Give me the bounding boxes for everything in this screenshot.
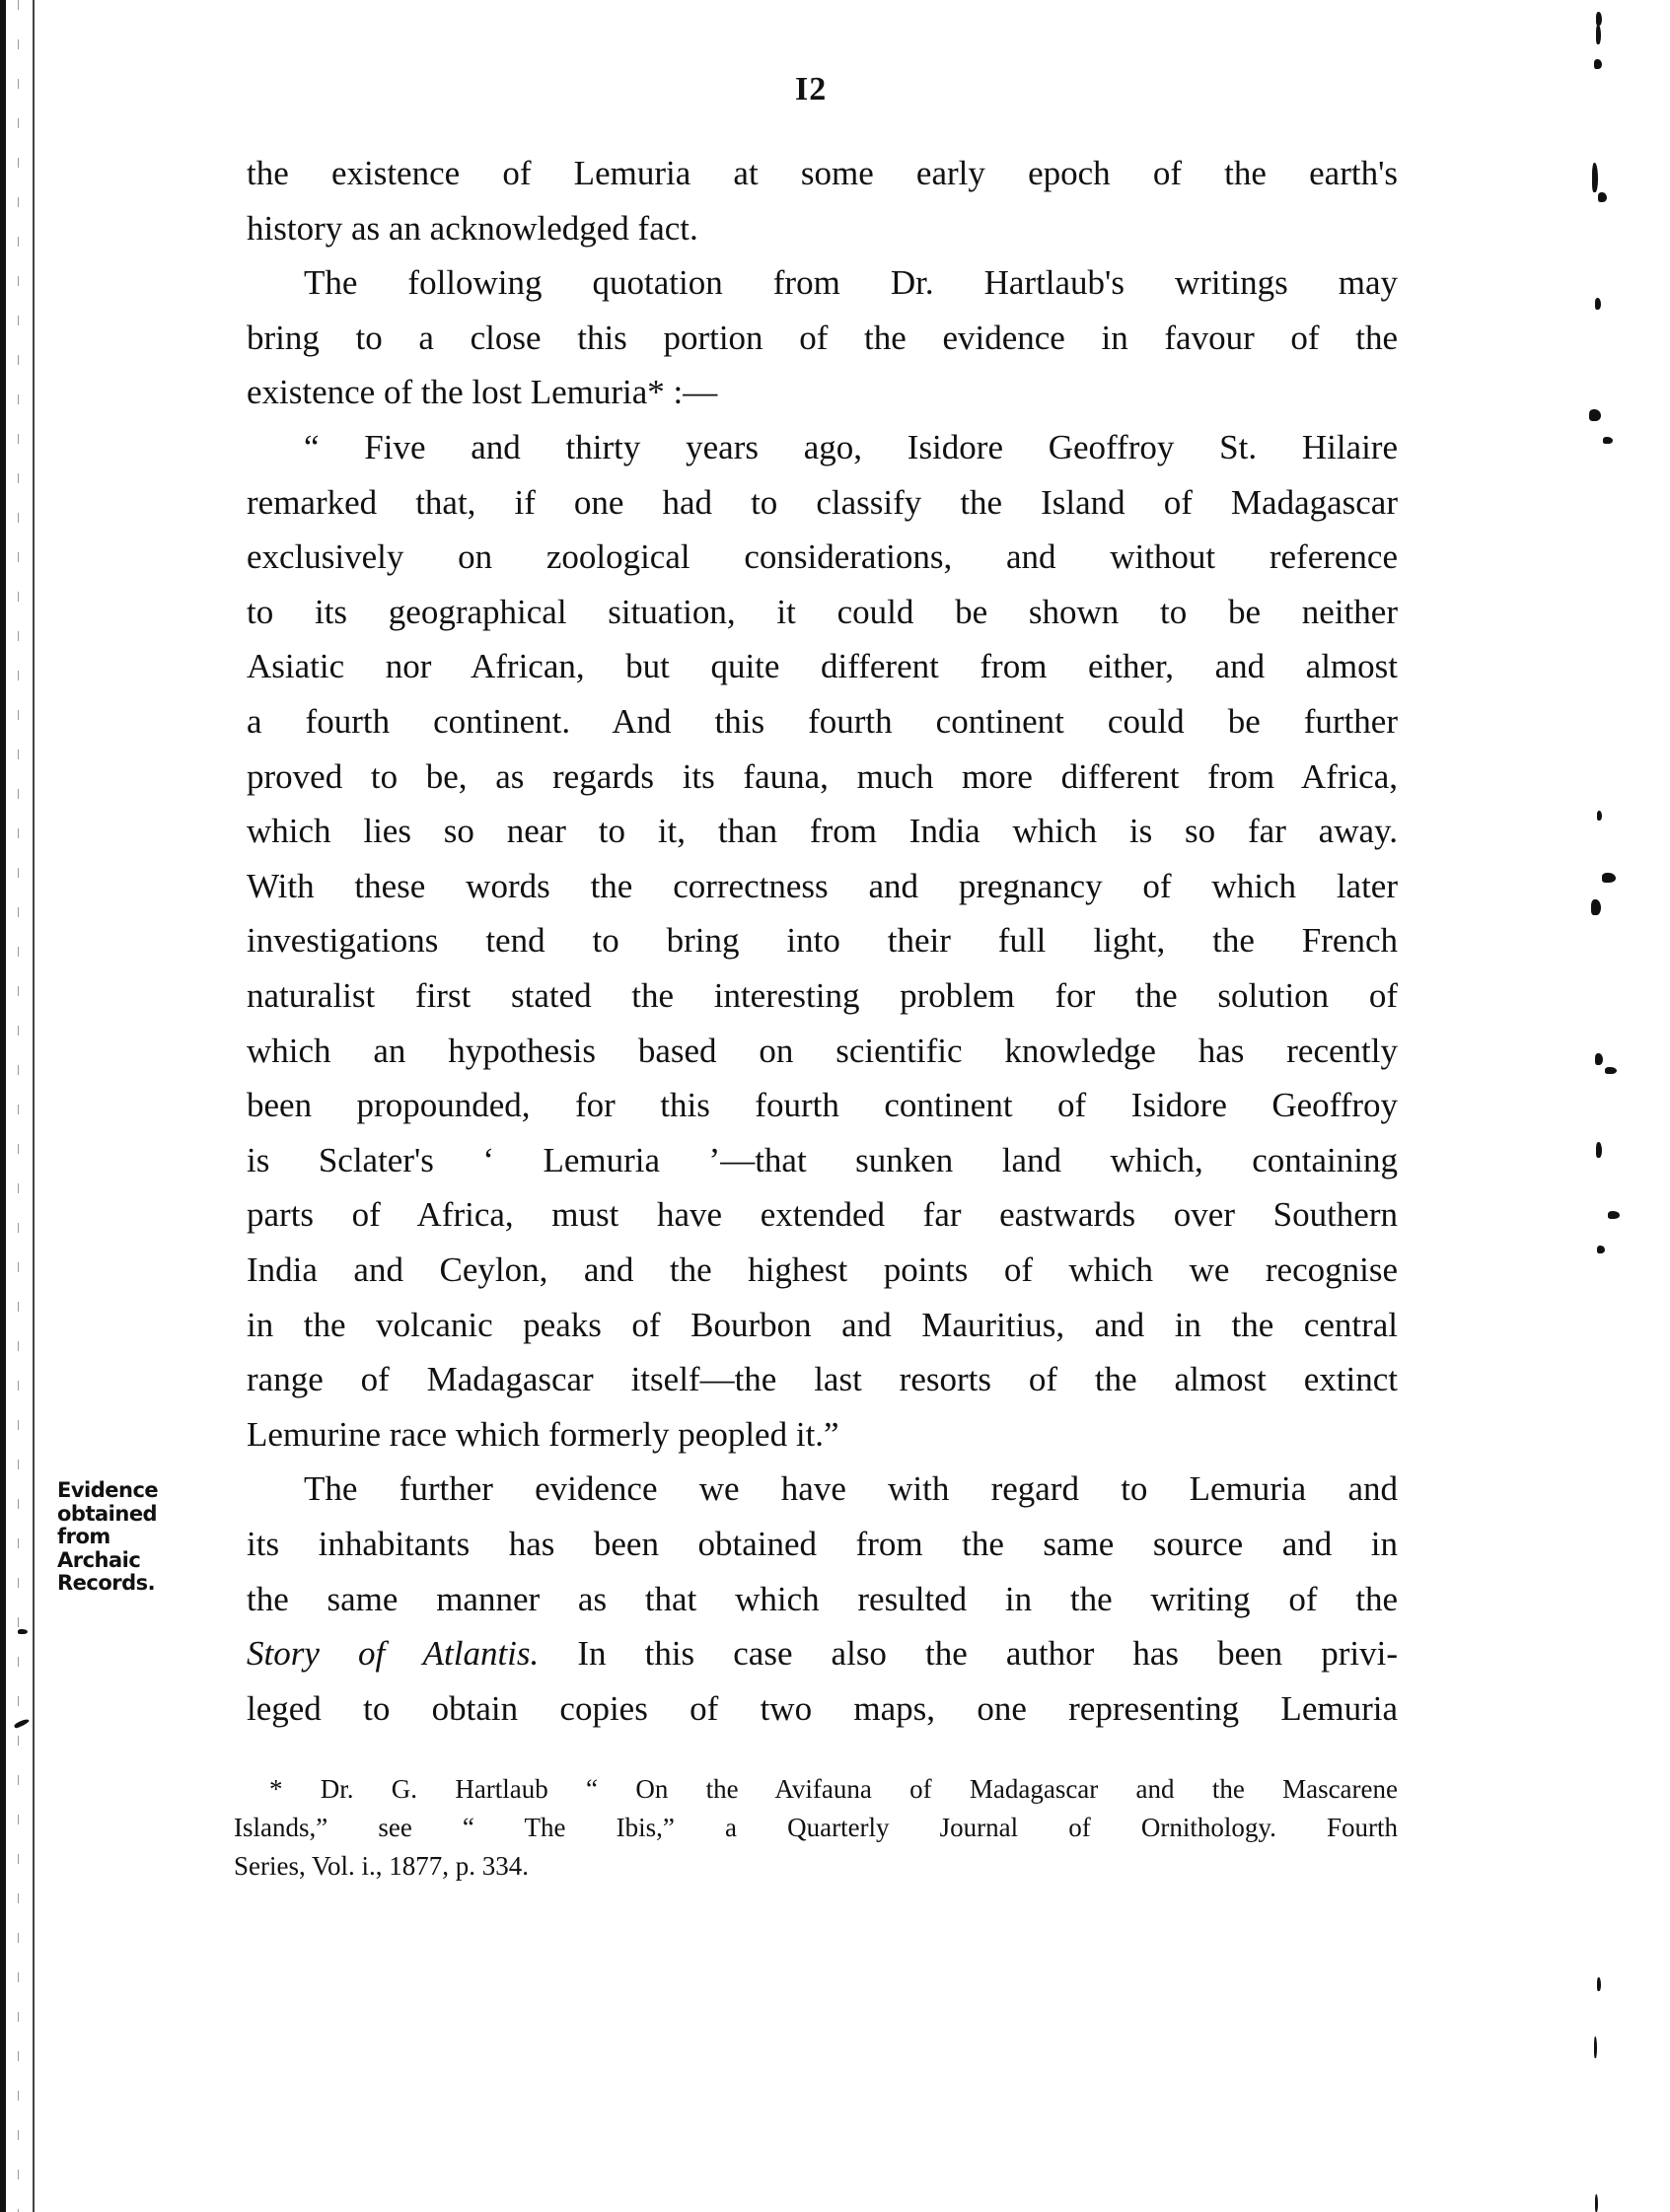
scan-speck xyxy=(1605,1067,1617,1074)
scan-speck xyxy=(1595,1053,1603,1065)
scan-speck xyxy=(1592,163,1598,192)
scan-speck xyxy=(1591,899,1601,915)
scan-binding-line xyxy=(33,0,35,2212)
body-line: is Sclater's ‘ Lemuria ’—that sunken land which, containing xyxy=(247,1140,1398,1179)
body-line: India and Ceylon, and the highest points of which we recognise xyxy=(247,1250,1398,1289)
scan-speck xyxy=(1596,1142,1602,1158)
body-line: to its geographical situation, it could be shown to be neither xyxy=(247,592,1398,631)
scan-speck xyxy=(1594,59,1602,69)
side-note-line: Records. xyxy=(57,1571,156,1595)
scan-speck xyxy=(1602,873,1616,883)
footnote-line: Islands,” see “ The Ibis,” a Quarterly Journal of Ornithology. Fourth xyxy=(234,1813,1398,1842)
body-line: the same manner as that which resulted in the writing of the xyxy=(247,1579,1398,1618)
body-line: remarked that, if one had to classify the Island of Madagascar xyxy=(247,482,1398,522)
body-line: proved to be, as regards its fauna, much more different from Africa, xyxy=(247,756,1398,796)
scan-speck xyxy=(1608,1211,1620,1219)
scan-speck xyxy=(1596,25,1601,44)
body-line: in the volcanic peaks of Bourbon and Mauritius, and in the central xyxy=(247,1305,1398,1344)
body-line-text: In this case also the author has been privi- xyxy=(539,1634,1398,1674)
scan-speck xyxy=(1589,409,1601,421)
scan-speck xyxy=(1597,1246,1605,1253)
body-line: history as an acknowledged fact. xyxy=(247,208,698,248)
body-line: existence of the lost Lemuria* :— xyxy=(247,373,718,412)
scan-speck xyxy=(1603,437,1613,444)
footnote-line: * Dr. G. Hartlaub “ On the Avifauna of Madagascar and the Mascarene xyxy=(269,1774,1398,1804)
scan-speck xyxy=(1594,2036,1597,2058)
body-line: Asiatic nor African, but quite different from either, and almost xyxy=(247,647,1398,686)
body-line: The further evidence we have with regard to Lemuria and xyxy=(304,1469,1398,1509)
body-line: range of Madagascar itself—the last resorts of the almost extinct xyxy=(247,1360,1398,1399)
body-line: a fourth continent. And this fourth continent could be further xyxy=(247,702,1398,741)
body-line: Lemurine race which formerly peopled it.” xyxy=(247,1414,839,1454)
scan-speck xyxy=(1598,192,1607,202)
side-note xyxy=(57,1479,158,1596)
body-line: exclusively on zoological considerations, and without reference xyxy=(247,537,1398,577)
footnote-line: Series, Vol. i., 1877, p. 334. xyxy=(234,1851,530,1881)
scan-speck xyxy=(18,1629,28,1634)
body-line: investigations tend to bring into their full light, the French xyxy=(247,921,1398,961)
scan-edge-dashes xyxy=(18,0,19,2212)
page-number: I2 xyxy=(795,71,828,107)
body-line: The following quotation from Dr. Hartlaub's writings may xyxy=(304,263,1398,303)
scan-speck xyxy=(14,1718,31,1729)
side-note-line: obtained xyxy=(57,1501,158,1526)
body-line: which an hypothesis based on scientific knowledge has recently xyxy=(247,1031,1398,1070)
body-line: With these words the correctness and pregnancy of which later xyxy=(247,866,1398,905)
body-line: parts of Africa, must have extended far eastwards over Southern xyxy=(247,1195,1398,1235)
scan-left-edge xyxy=(0,0,6,2212)
body-line: naturalist first stated the interesting problem for the solution of xyxy=(247,976,1398,1015)
body-line: the existence of Lemuria at some early epoch of the earth's xyxy=(247,154,1398,192)
side-note-line: from xyxy=(57,1525,110,1548)
side-note-line: Evidence xyxy=(57,1478,159,1502)
body-line: been propounded, for this fourth continent of Isidore Geoffroy xyxy=(247,1086,1398,1125)
body-line: bring to a close this portion of the evidence in favour of the xyxy=(247,318,1398,357)
scan-speck xyxy=(1597,811,1602,821)
book-title: Story of Atlantis. xyxy=(247,1634,540,1674)
scan-speck xyxy=(1595,298,1601,310)
body-line: its inhabitants has been obtained from the same source and in xyxy=(247,1525,1398,1563)
body-line: which lies so near to it, than from India which is so far away. xyxy=(247,812,1398,851)
body-line: “ Five and thirty years ago, Isidore Geoffroy St. Hilaire xyxy=(304,428,1398,466)
scan-speck xyxy=(1596,12,1602,26)
body-line: leged to obtain copies of two maps, one representing Lemuria xyxy=(247,1688,1398,1728)
scan-speck xyxy=(1597,1977,1601,1991)
scan-speck xyxy=(1595,2194,1598,2212)
side-note-line: Archaic xyxy=(57,1547,141,1572)
body-line xyxy=(247,1634,1398,1674)
